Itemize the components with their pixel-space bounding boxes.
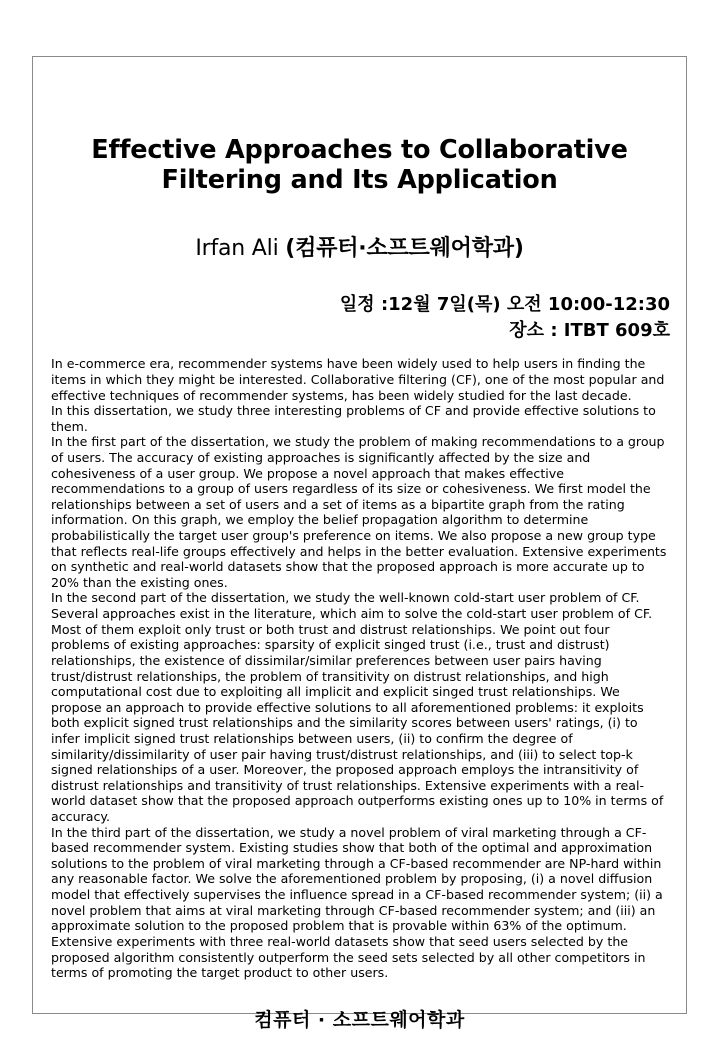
page-title — [47, 135, 672, 195]
poster-page — [32, 56, 687, 1031]
event-schedule: 일정 :12월 7일(목) 오전 10:00-12:30 — [339, 294, 670, 316]
title-line-1: Effective Approaches to Collaborative — [91, 135, 628, 165]
author-department: (컴퓨터·소프트웨어학과) — [285, 236, 524, 262]
abstract-paragraph: In the third part of the dissertation, we study a novel problem of viral marketing through a CF-based recommender system. Existing studies show that both of the optimal and approximation solutions to the problem of viral marketing through a CF-based recommender are NP-hard within any reasonable factor. We solve the aforementioned problem by proposing, (i) a novel diffusion model that effectively supervises the influence spread in a CF-based recommender system; (ii) a novel problem that aims at viral marketing through CF-based recommender system; and (iii) an approximate solution to the proposed problem that is provable within 63% of the optimum. Extensive experiments with three real-world datasets show that seed users selected by the proposed algorithm consistently outperform the seed sets selected by all other competitors in terms of promoting the target product to other users. — [51, 824, 663, 981]
abstract-paragraph: In e-commerce era, recommender systems have been widely used to help users in finding the items in which they might be interested. Collaborative filtering (CF), one of the most popular and effective techniques of recommender systems, has been widely studied for the last decade. — [51, 356, 665, 403]
poster-content — [33, 135, 686, 1032]
department-footer: 컴퓨터 · 소프트웨어학과 — [254, 1008, 465, 1031]
abstract-paragraph: In the first part of the dissertation, we study the problem of making recommendations to a group of users. The accuracy of existing approaches is significantly affected by the size and cohesiveness of a user group. We propose a novel approach that makes effective recommendations to a group of users regardless of its size or cohesiveness. We first model the relationships between a set of users and a set of items as a bipartite graph from the rating information. On this graph, we employ the belief propagation algorithm to determine probabilistically the target user group's preference on items. We also propose a new group type that reflects real-life groups effectively and helps in the better evaluation. Extensive experiments on synthetic and real-world datasets show that the proposed approach is more accurate up to 20% than the existing ones. — [51, 434, 667, 590]
author-line — [47, 231, 672, 262]
abstract-paragraph: In the second part of the dissertation, we study the well-known cold-start user problem of CF. Several approaches exist in the literature, which aim to solve the cold-start user problem of CF. Most of them exploit only trust or both trust and distrust relationships. We point out four problems of existing approaches: sparsity of explicit singed trust (i.e., trust and distrust) relationships, the existence of dissimilar/similar preferences between user pairs having trust/distrust relationships, the problem of transitivity on distrust relationships, and high computational cost due to exploiting all implicit and explicit singed trust relationships. We propose an approach to provide effective solutions to all aforementioned problems: it exploits both explicit signed trust relationships and the similarity scores between users' ratings, (i) to infer implicit signed trust relationships between users, (ii) to confirm the degree of similarity/dissimilarity of user pair having trust/distrust relationships, and (iii) to select top-k signed relationships of a user. Moreover, the proposed approach employs the intransitivity of distrust relationships and transitivity of trust relationships. Extensive experiments with a real-world dataset show that the proposed approach outperforms existing ones up to 10% in terms of accuracy. — [51, 590, 664, 825]
abstract-paragraph: In this dissertation, we study three interesting problems of CF and provide effective solutions to them. — [51, 403, 656, 434]
title-line-2: Filtering and Its Application — [161, 165, 558, 196]
event-meta — [47, 292, 672, 344]
event-location: 장소 : ITBT 609호 — [509, 320, 670, 342]
author-name: Irfan Ali — [195, 236, 286, 262]
abstract-body — [47, 356, 672, 980]
